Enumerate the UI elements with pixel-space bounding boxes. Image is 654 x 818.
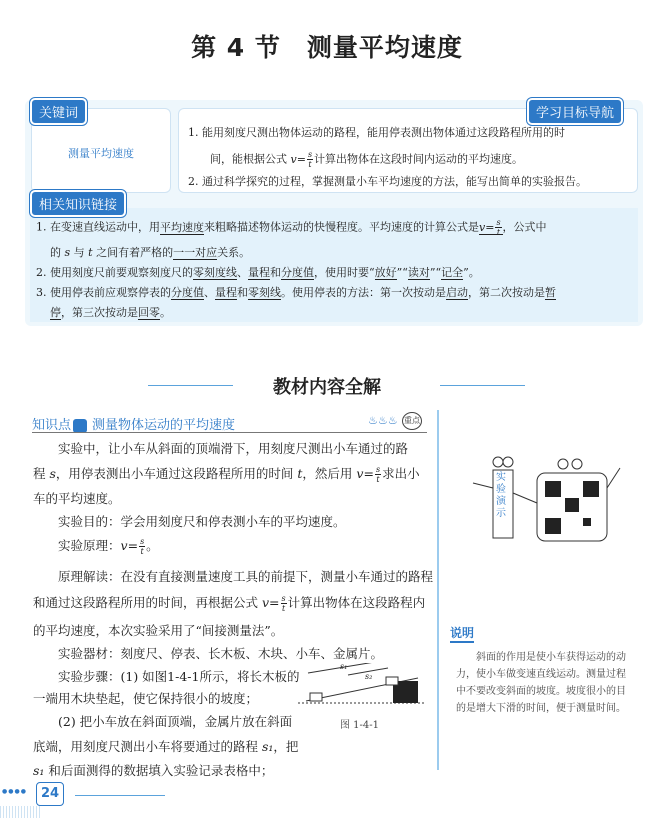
- objective-line: [210, 150, 523, 169]
- text: ，第三次按动是: [61, 306, 138, 319]
- number-badge: [73, 419, 87, 433]
- denominator: t: [496, 228, 501, 237]
- formula-lhs: v=: [261, 595, 280, 610]
- objectives-tag: 学习目标导航: [527, 98, 623, 125]
- formula: [120, 537, 147, 556]
- note-line: 斜面的作用是使小车获得运动的动: [456, 652, 626, 663]
- text: ，第二次按动是: [468, 286, 545, 299]
- text: 。: [146, 538, 159, 553]
- underlined-term: 放好: [374, 266, 397, 279]
- text: 计算出物体在这段时间内运动的平均速度。: [314, 152, 524, 166]
- underlined-term: 量程: [248, 266, 270, 279]
- body-line: [33, 594, 425, 613]
- text: 求出小: [382, 466, 420, 481]
- body-line: [33, 568, 433, 586]
- text: ，公式中: [502, 220, 547, 234]
- numerator: s: [281, 594, 286, 603]
- underlined-term: 量程: [215, 286, 237, 299]
- body-line: [33, 668, 300, 686]
- text: s₁: [33, 763, 45, 778]
- text: 和通过这段路程所用的时间，再根据公式: [33, 595, 262, 610]
- text: 来粗略描述物体运动的快慢程度。平均速度的计算公式是: [204, 220, 479, 234]
- fraction: [139, 537, 145, 556]
- text: 3. 使用停表前应观察停表的: [36, 286, 171, 299]
- text: 和后面测得的数据填入实验记录表格中；: [44, 763, 274, 778]
- text: s: [49, 466, 56, 481]
- note-line: 中不要改变斜面的坡度。坡度很小的目: [456, 686, 626, 697]
- body-line: [33, 762, 273, 780]
- denominator: t: [281, 604, 286, 613]
- fraction: [375, 465, 381, 484]
- keyword-text: 测量平均速度: [68, 147, 134, 160]
- text: ，然后用: [302, 466, 357, 481]
- divider: [32, 432, 427, 433]
- body-line: [33, 690, 258, 708]
- text: ，用停表测出小车通过这段路程所用的时间: [55, 466, 298, 481]
- denominator: t: [376, 475, 380, 484]
- experiment-demo-illustration: [465, 448, 625, 548]
- knowledge-line: [50, 245, 250, 261]
- text: 实验目的：学会用刻度尺和停表测小车的平均速度。: [33, 514, 346, 529]
- text: 2. 通过科学探究的过程，掌握测量小车平均速度的方法，能写出简单的实验报告。: [188, 175, 587, 188]
- formula: [290, 150, 315, 169]
- text: 之间有着严格的: [92, 246, 174, 259]
- text: 底端，用刻度尺测出小车将要通过的路程: [33, 739, 262, 754]
- text: 一端用木块垫起，使它保持很小的坡度；: [33, 691, 259, 706]
- text: 车的平均速度。: [33, 491, 121, 506]
- key-point-badge: 重点: [402, 412, 422, 430]
- body-line: [33, 622, 283, 640]
- fraction: [495, 218, 501, 237]
- knowledge-point-header: [32, 414, 235, 433]
- content-heading: 教材内容全解: [273, 377, 381, 398]
- knowledge-tag: 相关知识链接: [30, 190, 126, 217]
- numerator: s: [375, 465, 381, 474]
- page-number: 24: [36, 782, 64, 806]
- formula: [479, 218, 503, 237]
- knowledge-line: [50, 305, 171, 321]
- body-line: [33, 513, 346, 531]
- body-line: [33, 440, 408, 458]
- text: 、: [204, 286, 215, 299]
- formula: [261, 594, 288, 613]
- text: ”。: [463, 266, 480, 279]
- denominator: t: [140, 547, 144, 556]
- underlined-term: 一一对应: [173, 246, 218, 259]
- text: ”“: [429, 266, 442, 279]
- text: 程: [33, 466, 50, 481]
- underlined-term: 记全: [441, 266, 464, 279]
- keywords-tag: 关键词: [30, 98, 87, 125]
- formula: [356, 465, 382, 484]
- formula-lhs: v=: [290, 152, 306, 166]
- text: t: [297, 466, 303, 481]
- formula-lhs: v=: [356, 466, 374, 481]
- fraction: [307, 150, 313, 169]
- objective-line: [188, 174, 587, 190]
- underlined-term: 回零: [138, 306, 160, 319]
- text: 。: [160, 306, 171, 319]
- objective-line: [188, 125, 565, 141]
- fraction: [281, 594, 287, 613]
- knowledge-line: [36, 218, 547, 237]
- difficulty-flame-icons: ♨♨♨: [368, 414, 398, 427]
- demo-label: 实验演示: [496, 472, 506, 519]
- text: 实验原理：: [33, 538, 121, 553]
- section-title: 第 4 节 测量平均速度: [191, 33, 463, 62]
- body-line: [33, 738, 298, 756]
- incline-figure: [298, 663, 428, 713]
- underlined-term: 分度值: [171, 286, 204, 299]
- text: s: [64, 246, 71, 259]
- body-line: [33, 490, 121, 508]
- numerator: s: [307, 150, 313, 159]
- numerator: s: [496, 218, 501, 227]
- note-line: 力，使小车做变速直线运动。测量过程: [456, 669, 626, 680]
- formula-lhs: v=: [120, 538, 139, 553]
- text: 与: [70, 246, 89, 259]
- underlined-term: 读对: [407, 266, 430, 279]
- formula-lhs: v=: [479, 220, 495, 234]
- numerator: s: [140, 537, 145, 546]
- underlined-term: 分度值: [281, 266, 314, 279]
- underlined-term: 启动: [446, 286, 468, 299]
- text: 。使用停表的方法：第一次按动是: [281, 286, 446, 299]
- underlined-term: 停: [50, 306, 61, 319]
- note-heading: 说明: [450, 624, 474, 643]
- body-line: [33, 537, 159, 556]
- body-line: [33, 713, 292, 731]
- underlined-term: 平均速度: [160, 220, 204, 234]
- knowledge-line: [36, 265, 480, 281]
- text: 2. 使用刻度尺前要观察刻度尺的: [36, 266, 193, 279]
- footer-dots: ●●●●: [2, 788, 27, 795]
- text: s₁: [261, 739, 274, 754]
- text: 实验步骤：(1) 如图1-4-1所示，将长木板的: [33, 669, 300, 684]
- text: ”“: [396, 266, 408, 279]
- text: 1. 在变速直线运动中，用: [36, 220, 160, 234]
- text: 的平均速度，本次实验采用了“间接测量法”。: [33, 623, 284, 638]
- text: 计算出物体在这段路程内: [287, 595, 426, 610]
- text: 和: [237, 286, 248, 299]
- underlined-term: 零刻线: [248, 286, 281, 299]
- underlined-term: 零刻度线: [193, 266, 237, 279]
- denominator: t: [308, 160, 312, 169]
- s1-label: s₁: [340, 662, 348, 671]
- text: 间，能根据公式: [210, 152, 291, 166]
- text: (2) 把小车放在斜面顶端，金属片放在斜面: [33, 714, 293, 729]
- text: ，使用时要“: [314, 266, 375, 279]
- text: 的: [50, 246, 65, 259]
- text: 关系。: [217, 246, 251, 259]
- knowledge-line: [36, 285, 556, 301]
- text: t: [88, 246, 93, 259]
- text: 、: [237, 266, 248, 279]
- text: 和: [270, 266, 281, 279]
- text: 实验中，让小车从斜面的顶端滑下，用刻度尺测出小车通过的路: [33, 441, 409, 456]
- footer-pattern: [0, 806, 40, 818]
- body-line: [33, 465, 420, 484]
- note-line: 的是增大下滑的时间，便于测量时间。: [456, 703, 626, 714]
- figure-caption: 图 1-4-1: [340, 720, 380, 731]
- underlined-term: 暂: [545, 286, 556, 299]
- text: 原理解读：在没有直接测量速度工具的前提下，测量小车通过的路程: [33, 569, 434, 584]
- footer-line: [75, 795, 165, 796]
- text: 1. 能用刻度尺测出物体运动的路程，能用停表测出物体通过这段路程所用的时: [188, 126, 565, 139]
- column-divider: [437, 410, 439, 770]
- s2-label: s₂: [365, 672, 373, 681]
- body-line: [33, 645, 383, 663]
- text: 实验器材：刻度尺、停表、长木板、木块、小车、金属片。: [33, 646, 384, 661]
- knowledge-point-label: 知识点: [32, 418, 72, 433]
- text: ，把: [273, 739, 299, 754]
- knowledge-point-title: 测量物体运动的平均速度: [92, 418, 236, 433]
